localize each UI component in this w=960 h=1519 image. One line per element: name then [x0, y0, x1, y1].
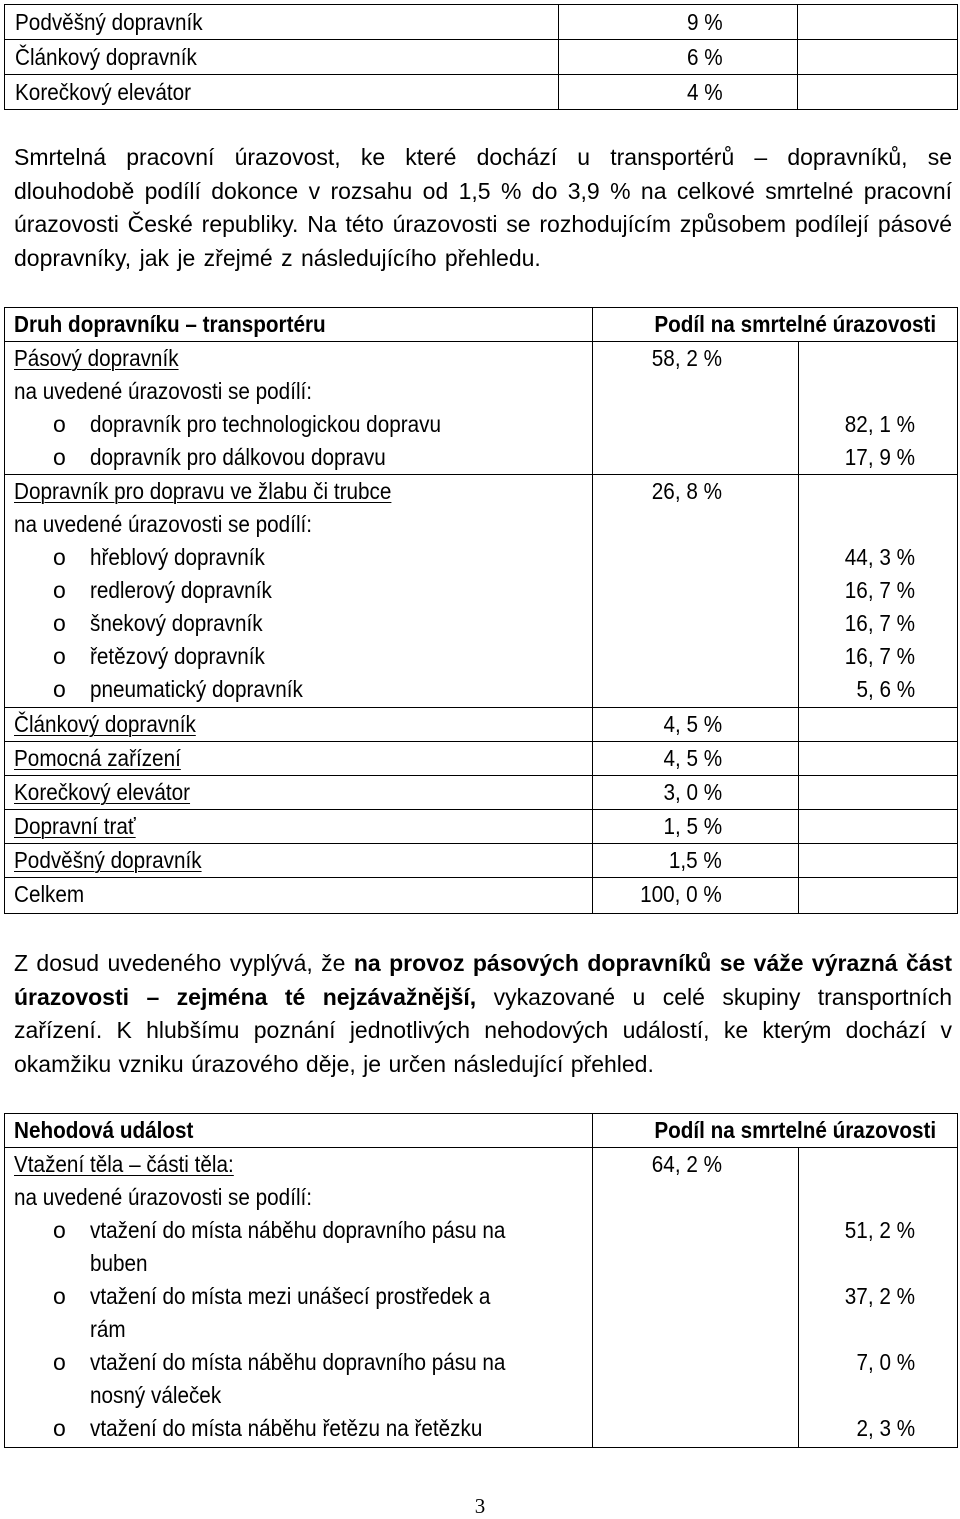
- item-label: vtažení do místa náběhu řetězu na řetězku: [90, 1415, 483, 1441]
- item-value: 7, 0 %: [856, 1349, 915, 1375]
- bullet: o: [53, 1217, 66, 1243]
- summary-paragraph: Z dosud uvedeného vyplývá, že na provoz pásových dopravníků se váže výrazná část úrazovosti – zejména té nejzávažnější, vykazované u celé skupiny transportních zařízení. K hlubšímu poznání jednotlivých nehodových událostí, ke kterým dochází v okamžiku vzniku úrazového děje, je určen následující přehled.: [14, 950, 953, 1077]
- item-value: 44, 3 %: [844, 544, 915, 570]
- item-value: 17, 9 %: [844, 444, 915, 470]
- group-value: 26, 8 %: [651, 478, 722, 504]
- item-value: 16, 7 %: [844, 643, 915, 669]
- bullet: o: [53, 1283, 66, 1309]
- item-value: 5, 6 %: [856, 676, 915, 702]
- bullet: o: [53, 610, 66, 636]
- item-label: redlerový dopravník: [90, 577, 272, 603]
- table-header-event: Nehodová událost: [14, 1117, 194, 1143]
- row-value: 3, 0 %: [663, 779, 722, 805]
- row-label: Dopravní trať: [14, 813, 136, 839]
- group-title: Dopravník pro dopravu ve žlabu či trubce: [14, 478, 392, 504]
- item-label: vtažení do místa náběhu dopravního pásu na: [90, 1349, 506, 1375]
- top-table: [4, 4, 958, 110]
- emphasis-text: na provoz pásových dopravníků se váže výrazná část úrazovosti – zejména té nejzávažnější,: [14, 950, 953, 1010]
- row-label: Podvěšný dopravník: [14, 847, 202, 873]
- bullet: o: [53, 444, 66, 470]
- row-label: Článkový dopravník: [14, 711, 196, 737]
- row-value: 9 %: [687, 8, 723, 35]
- item-label: pneumatický dopravník: [90, 676, 303, 702]
- row-label: Článkový dopravník: [15, 43, 197, 70]
- group-title: Pásový dopravník: [14, 345, 179, 371]
- bullet: o: [53, 1415, 66, 1441]
- group-value: 58, 2 %: [651, 345, 722, 371]
- row-value: 4 %: [687, 78, 723, 105]
- row-value: 6 %: [687, 43, 723, 70]
- bullet: o: [53, 411, 66, 437]
- column-divider: [592, 1113, 593, 1448]
- item-label: hřeblový dopravník: [90, 544, 265, 570]
- item-label: dopravník pro dálkovou dopravu: [90, 444, 386, 470]
- row-value: 4, 5 %: [663, 745, 722, 771]
- total-label: Celkem: [14, 881, 85, 907]
- row-value: 1,5 %: [669, 847, 722, 873]
- share-note: na uvedené úrazovosti se podílí:: [14, 378, 313, 404]
- group-title: Vtažení těla – části těla:: [14, 1151, 234, 1177]
- column-divider: [592, 307, 593, 914]
- total-value: 100, 0 %: [640, 881, 722, 907]
- share-note: na uvedené úrazovosti se podílí:: [14, 511, 313, 537]
- row-value: 4, 5 %: [663, 711, 722, 737]
- row-label: Korečkový elevátor: [15, 78, 192, 105]
- item-label: šnekový dopravník: [90, 610, 263, 636]
- item-label-cont: buben: [90, 1250, 148, 1276]
- item-value: 16, 7 %: [844, 610, 915, 636]
- bullet: o: [53, 643, 66, 669]
- item-value: 37, 2 %: [844, 1283, 915, 1309]
- group-value: 64, 2 %: [651, 1151, 722, 1177]
- table-row: [5, 75, 958, 110]
- share-note: na uvedené úrazovosti se podílí:: [14, 1184, 313, 1210]
- item-value: 82, 1 %: [844, 411, 915, 437]
- row-label: Korečkový elevátor: [14, 779, 191, 805]
- item-label: dopravník pro technologickou dopravu: [90, 411, 441, 437]
- column-divider: [798, 1147, 799, 1448]
- table-row: [5, 40, 958, 75]
- bullet: o: [53, 676, 66, 702]
- item-label: vtažení do místa náběhu dopravního pásu na: [90, 1217, 506, 1243]
- item-label-cont: rám: [90, 1316, 126, 1342]
- table-header-share: Podíl na smrtelné úrazovosti: [654, 1117, 936, 1143]
- row-value: 1, 5 %: [663, 813, 722, 839]
- item-label: vtažení do místa mezi unášecí prostředek a: [90, 1283, 491, 1309]
- column-divider: [798, 341, 799, 914]
- item-value: 2, 3 %: [856, 1415, 915, 1441]
- item-value: 51, 2 %: [844, 1217, 915, 1243]
- table-header-type: Druh dopravníku – transportéru: [14, 311, 326, 337]
- row-label: Podvěšný dopravník: [15, 8, 203, 35]
- item-label: řetězový dopravník: [90, 643, 265, 669]
- item-label-cont: nosný váleček: [90, 1382, 222, 1408]
- intro-paragraph: Smrtelná pracovní úrazovost, ke které dochází u transportérů – dopravníků, se dlouhodobě podílí dokonce v rozsahu od 1,5 % do 3,9 % na celkové smrtelné pracovní úrazovosti České republiky. Na této úrazovosti se rozhodujícím způsobem podílejí pásové dopravníky, jak je zřejmé z následujícího přehledu.: [14, 144, 952, 271]
- bullet: o: [53, 544, 66, 570]
- bullet: o: [53, 577, 66, 603]
- page-number: 3: [474, 1494, 486, 1518]
- row-label: Pomocná zařízení: [14, 745, 181, 771]
- bullet: o: [53, 1349, 66, 1375]
- item-value: 16, 7 %: [844, 577, 915, 603]
- table-header-share: Podíl na smrtelné úrazovosti: [654, 311, 936, 337]
- table-row: [5, 5, 958, 40]
